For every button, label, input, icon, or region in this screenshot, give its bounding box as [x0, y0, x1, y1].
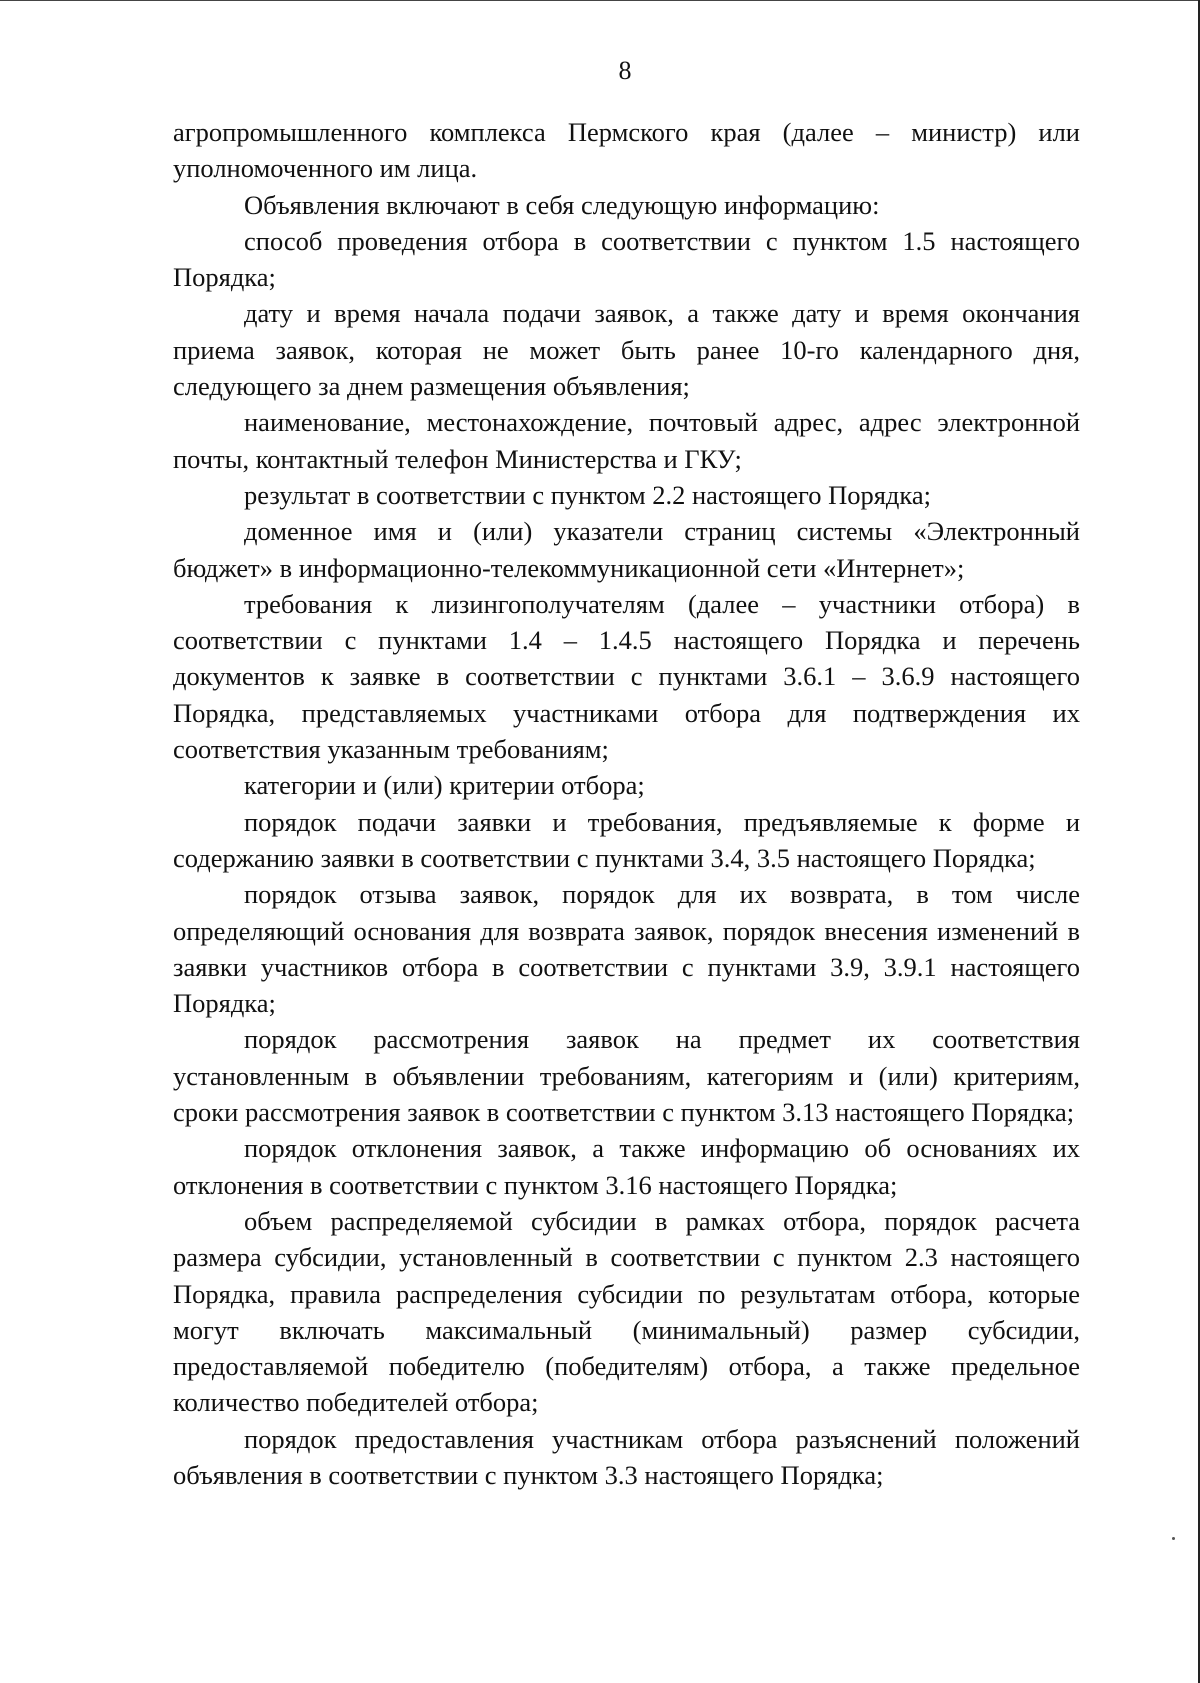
paragraph: доменное имя и (или) указатели страниц системы «Электронный бюджет» в информационно-телекоммуникационной сети «Интернет»; — [173, 516, 1080, 583]
body-text — [173, 114, 1080, 1493]
paragraph: агропромышленного комплекса Пермского края (далее – министр) или уполномоченного им лица. — [173, 117, 1080, 184]
paragraph: порядок подачи заявки и требования, предъявляемые к форме и содержанию заявки в соответствии с пунктами 3.4, 3.5 настоящего Порядка; — [173, 806, 1080, 873]
paragraph: способ проведения отбора в соответствии с пунктом 1.5 настоящего Порядка; — [173, 225, 1080, 293]
paragraph: порядок рассмотрения заявок на предмет их соответствия установленным в объявлении требованиям, категориям и (или) критериям, сроки рассмотрения заявок в соответствии с пунктом 3.13 настоящего Порядка; — [173, 1024, 1080, 1128]
paragraph: порядок предоставления участникам отбора разъяснений положений объявления в соответствии с пунктом 3.3 настоящего Порядка; — [173, 1423, 1080, 1490]
paragraph: категории и (или) критерии отбора; — [244, 770, 645, 801]
page-number: 8 — [618, 56, 632, 85]
paragraph: наименование, местонахождение, почтовый адрес, адрес электронной почты, контактный телефон Министерства и ГКУ; — [173, 407, 1080, 474]
scan-speck — [1172, 1537, 1175, 1540]
paragraph: порядок отклонения заявок, а также информацию об основаниях их отклонения в соответствии с пунктом 3.16 настоящего Порядка; — [173, 1133, 1080, 1200]
paragraph: объем распределяемой субсидии в рамках отбора, порядок расчета размера субсидии, установленный в соответствии с пунктом 2.3 настоящего Порядка, правила распределения субсидии по результатам отбора, которые могут включать максимальный (минимальный) размер субсидии, предоставляемой победителю (победителям) отбора, а также предельное количество победителей отбора; — [173, 1205, 1080, 1418]
paragraph: результат в соответствии с пунктом 2.2 настоящего Порядка; — [244, 479, 931, 510]
paragraph: требования к лизингополучателям (далее – участники отбора) в соответствии с пунктами 1.4 – 1.4.5 настоящего Порядка и перечень документов к заявке в соответствии с пунктами 3.6.1 – 3.6.9 настоящего Порядка, представляемых участниками отбора для подтверждения их соответствия указанным требованиям; — [173, 588, 1080, 765]
paragraph: порядок отзыва заявок, порядок для их возврата, в том числе определяющий основания для возврата заявок, порядок внесения изменений в заявки участников отбора в соответствии с пунктами 3.9, 3.9.1 настоящего Порядка; — [173, 879, 1080, 1019]
scan-edge-top — [0, 0, 1200, 1]
paragraph: дату и время начала подачи заявок, а также дату и время окончания приема заявок, которая не может быть ранее 10-го календарного дня, следующего за днем размещения объявления; — [173, 298, 1080, 402]
paragraph: Объявления включают в себя следующую информацию: — [244, 189, 880, 220]
